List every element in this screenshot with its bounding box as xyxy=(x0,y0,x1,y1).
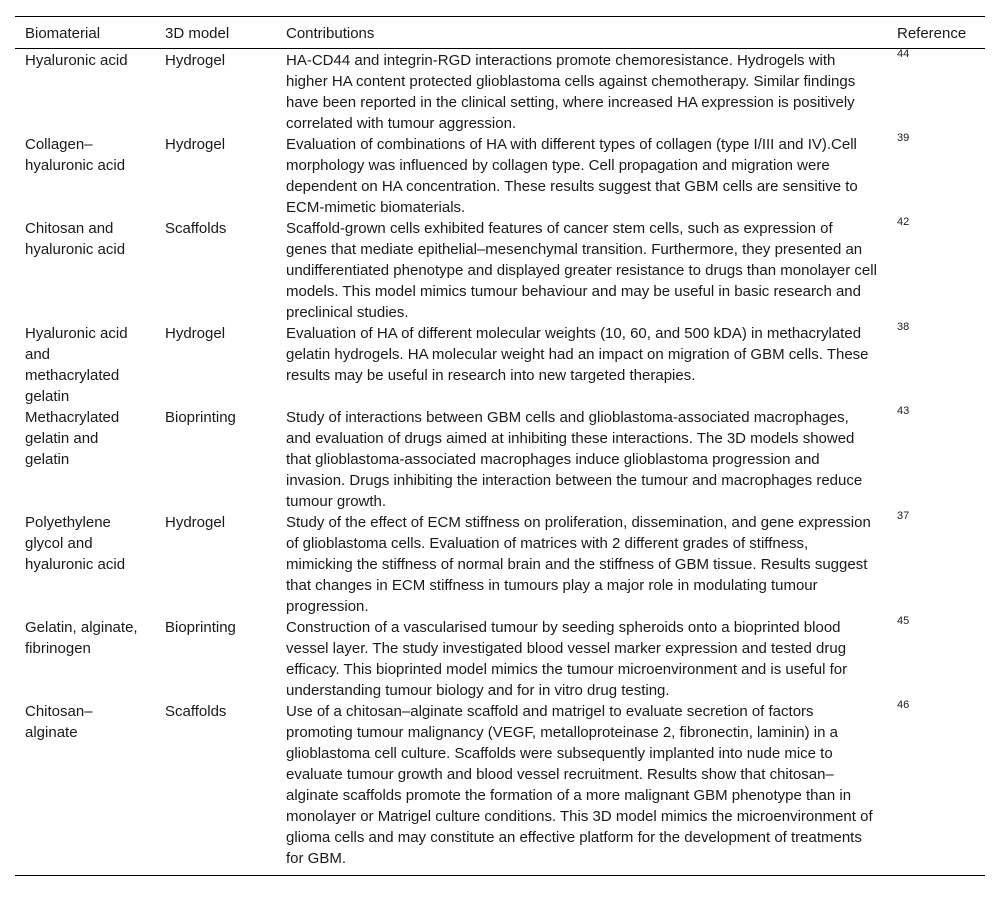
reference-number: 45 xyxy=(897,615,910,627)
cell-reference xyxy=(887,701,985,876)
cell-reference xyxy=(887,218,985,323)
reference-number: 37 xyxy=(897,510,910,522)
table-row xyxy=(15,407,985,512)
table-row xyxy=(15,218,985,323)
reference-number: 38 xyxy=(897,321,910,333)
cell-biomaterial: Hyaluronic acid xyxy=(25,52,128,69)
header-reference: Reference xyxy=(887,17,985,49)
cell-biomaterial: Methacrylated gelatin and gelatin xyxy=(25,409,120,468)
cell-biomaterial: Chitosan–alginate xyxy=(25,703,93,741)
cell-contributions: Evaluation of combinations of HA with different types of collagen (type I/III and IV).Cell morphology was influenced by collagen type. Cell propagation and migration were dependent on HA concentration. These results suggest that GBM cells are sensitive to ECM-mimetic biomaterials. xyxy=(286,136,858,216)
cell-biomaterial: Hyaluronic acid and methacrylated gelatin xyxy=(25,325,128,405)
cell-contributions: Study of interactions between GBM cells and glioblastoma-associated macrophages, and evaluation of drugs aimed at inhibiting these interactions. The 3D models showed that glioblastoma-associated macrophages induce glioblastoma progression and invasion. Drugs inhibiting the interaction between the tumour and macrophages reduce tumour growth. xyxy=(286,409,863,510)
table-row xyxy=(15,323,985,407)
biomaterials-table-container xyxy=(15,16,985,876)
cell-biomaterial: Chitosan and hyaluronic acid xyxy=(25,220,126,258)
cell-3d-model: Hydrogel xyxy=(165,136,226,153)
cell-contributions: Use of a chitosan–alginate scaffold and matrigel to evaluate secretion of factors promoting tumour malignancy (VEGF, metalloproteinase 2, fibronectin, laminin) in a glioblastoma cell culture. Scaffolds were subsequently implanted into nude mice to evaluate tumour growth and blood vessel recruitment. Results show that chitosan–alginate scaffolds promote the formation of a more malignant GBM phenotype than in monolayer or Matrigel culture conditions. This 3D model mimics the microenvironment of glioma cells and may constitute an effective platform for the development of treatments for GBM. xyxy=(286,703,873,867)
cell-contributions: HA-CD44 and integrin-RGD interactions promote chemoresistance. Hydrogels with higher HA content protected glioblastoma cells against chemotherapy. Similar findings have been reported in the clinical setting, where increased HA expression is positively correlated with tumour aggression. xyxy=(286,52,856,132)
table-row xyxy=(15,49,985,135)
reference-number: 39 xyxy=(897,132,910,144)
cell-3d-model: Hydrogel xyxy=(165,52,226,69)
cell-3d-model: Hydrogel xyxy=(165,325,226,342)
cell-biomaterial: Polyethylene glycol and hyaluronic acid xyxy=(25,514,126,573)
cell-biomaterial: Gelatin, alginate, fibrinogen xyxy=(25,619,138,657)
cell-biomaterial: Collagen–hyaluronic acid xyxy=(25,136,126,174)
cell-3d-model: Hydrogel xyxy=(165,514,226,531)
cell-reference xyxy=(887,512,985,617)
reference-number: 43 xyxy=(897,405,910,417)
header-biomaterial: Biomaterial xyxy=(15,17,155,49)
cell-contributions: Evaluation of HA of different molecular weights (10, 60, and 500 kDA) in methacrylated gelatin hydrogels. HA molecular weight had an impact on migration of GBM cells. These results may be useful in research into new targeted therapies. xyxy=(286,325,869,384)
header-3d-model: 3D model xyxy=(155,17,276,49)
cell-reference xyxy=(887,407,985,512)
cell-3d-model: Scaffolds xyxy=(165,220,227,237)
cell-3d-model: Scaffolds xyxy=(165,703,227,720)
table-row xyxy=(15,701,985,876)
header-contributions: Contributions xyxy=(276,17,887,49)
cell-reference xyxy=(887,49,985,135)
cell-contributions: Construction of a vascularised tumour by seeding spheroids onto a bioprinted blood vessel layer. The study investigated blood vessel marker expression and tested drug efficacy. This bioprinted model mimics the tumour microenvironment and is useful for understanding tumour biology and for in vitro drug testing. xyxy=(286,619,848,699)
cell-contributions: Study of the effect of ECM stiffness on proliferation, dissemination, and gene expression of glioblastoma cells. Evaluation of matrices with 2 different grades of stiffness, mimicking the stiffness of normal brain and the stiffness of GBM tissue. Results suggest that changes in ECM stiffness in tumours play a major role in modulating tumour progression. xyxy=(286,514,871,615)
reference-number: 46 xyxy=(897,699,910,711)
table-row xyxy=(15,512,985,617)
cell-reference xyxy=(887,134,985,218)
table-row xyxy=(15,617,985,701)
cell-contributions: Scaffold-grown cells exhibited features of cancer stem cells, such as expression of genes that mediate epithelial–mesenchymal transition. Furthermore, they presented an undifferentiated phenotype and displayed greater resistance to drugs than monolayer cell models. This model mimics tumour behaviour and may be useful in basic research and preclinical studies. xyxy=(286,220,877,321)
cell-reference xyxy=(887,617,985,701)
biomaterials-table xyxy=(15,16,985,876)
table-body xyxy=(15,49,985,876)
header-row xyxy=(15,17,985,49)
cell-reference xyxy=(887,323,985,407)
reference-number: 42 xyxy=(897,216,910,228)
cell-3d-model: Bioprinting xyxy=(165,409,236,426)
reference-number: 44 xyxy=(897,48,910,60)
table-row xyxy=(15,134,985,218)
cell-3d-model: Bioprinting xyxy=(165,619,236,636)
table-header xyxy=(15,17,985,49)
